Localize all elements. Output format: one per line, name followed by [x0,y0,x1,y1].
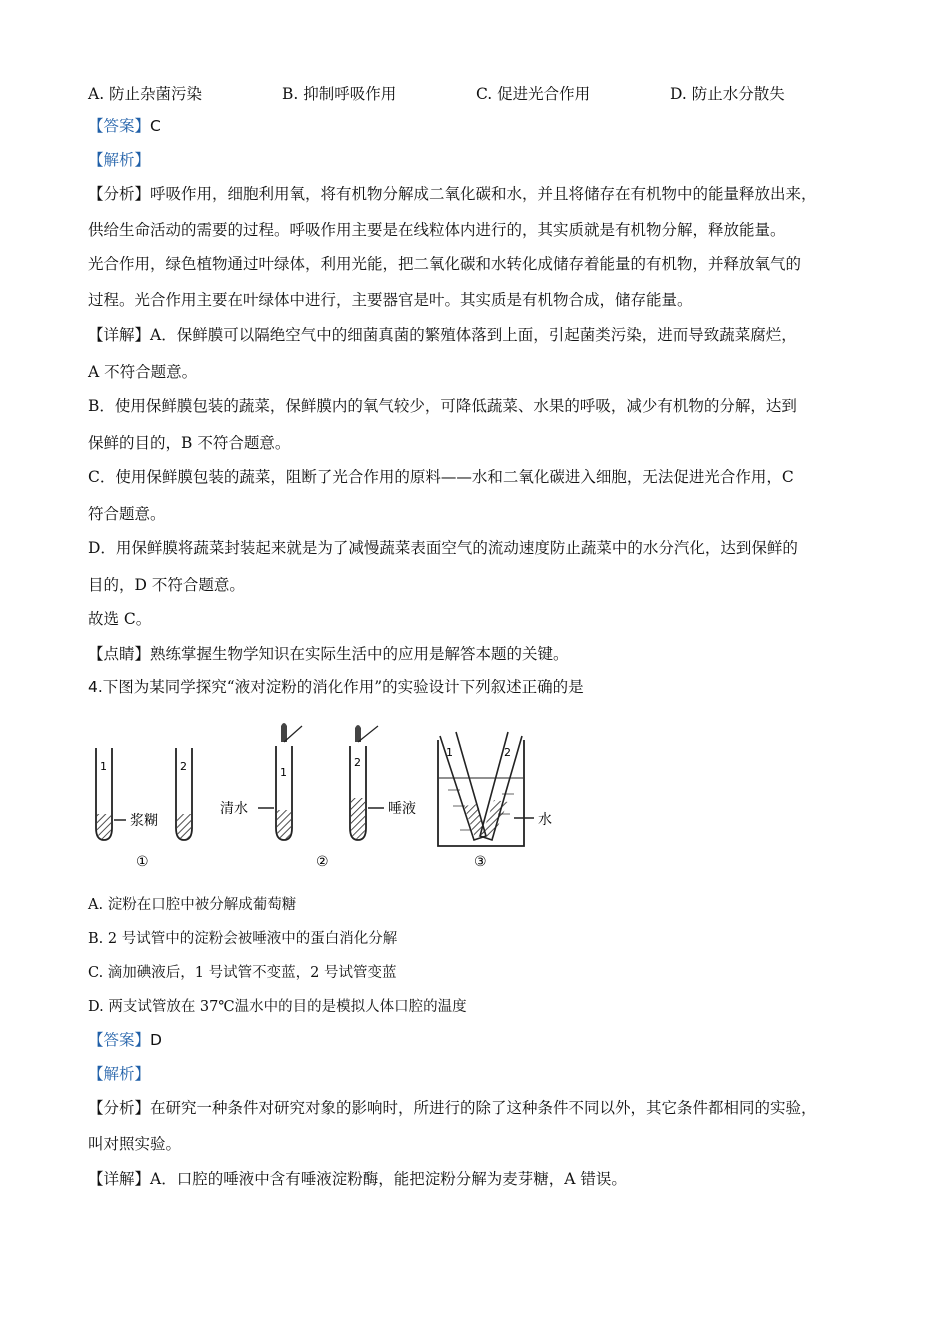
step-2-marker: ② [316,854,329,870]
experiment-figure [88,718,568,878]
detail-tag: 【详解】 [88,326,151,344]
detail-text: A．口腔的唾液中含有唾液淀粉酶，能把淀粉分解为麦芽糖，A 错误。 [150,1170,627,1188]
q3-detail-c-2: 符合题意。 [88,505,166,523]
q3-option-b: B. 抑制呼吸作用 [282,85,397,103]
tube-1-paste [96,748,112,840]
label-bath-water: 水 [538,812,552,828]
q3-detail-b-2: 保鲜的目的，B 不符合题意。 [88,434,291,452]
analysis-tag: 【解析】 [88,1065,151,1083]
question-stem: 下图为某同学探究“液对淀粉的消化作用”的实验设计下列叙述正确的是 [102,678,584,696]
q3-fenxi-line-2: 供给生命活动的需要的过程。呼吸作用主要是在线粒体内进行的，其实质就是有机物分解，释放能量。 [88,221,786,239]
q3-option-d: D. 防止水分散失 [670,85,785,103]
q4-fenxi-line-2: 叫对照实验。 [88,1135,182,1153]
step-3-marker: ③ [474,854,487,870]
q3-fenxi-line-1 [88,184,817,204]
q4-option-b: B. 2 号试管中的淀粉会被唾液中的蛋白消化分解 [88,931,398,947]
answer-value: D [150,1031,162,1049]
answer-value: C [150,117,161,135]
q3-answer-line [88,116,161,136]
q3-detail-b-1: B．使用保鲜膜包装的蔬菜，保鲜膜内的氧气较少，可降低蔬菜、水果的呼吸，减少有机物的分解，达到 [88,397,797,415]
tube-label: 2 [504,746,511,759]
q4-option-a: A. 淀粉在口腔中被分解成葡萄糖 [88,897,297,913]
q3-detail-d-2: 目的，D 不符合题意。 [88,576,245,594]
answer-tag: 【答案】 [88,117,151,135]
q3-option-c: C. 促进光合作用 [476,85,591,103]
analysis-tag: 【解析】 [88,151,151,169]
water-bath-beaker [438,732,524,846]
label-water: 清水 [220,801,248,817]
q3-detail-d-1: D．用保鲜膜将蔬菜封装起来就是为了减慢蔬菜表面空气的流动速度防止蔬菜中的水分汽化，达到保鲜的 [88,539,798,557]
q3-detail-a-1 [88,325,797,345]
question-number: 4. [88,678,103,696]
q4-answer-line [88,1030,162,1050]
q3-option-a: A. 防止杂菌污染 [88,85,203,103]
q4-option-c: C. 滴加碘液后，1 号试管不变蓝，2 号试管变蓝 [88,965,397,981]
q4-detail-a [88,1169,627,1189]
dianjing-tag: 【点睛】 [88,645,151,663]
q3-fenxi-line-3: 光合作用，绿色植物通过叶绿体，利用光能，把二氧化碳和水转化成储存着能量的有机物，并释放氧气的 [88,255,802,273]
q4-stem [88,677,584,697]
tube-2-saliva [350,725,378,840]
detail-text: A．保鲜膜可以隔绝空气中的细菌真菌的繁殖体落到上面，引起菌类污染，进而导致蔬菜腐烂， [150,326,797,344]
q3-fenxi-line-4: 过程。光合作用主要在叶绿体中进行，主要器官是叶。其实质是有机物合成，储存能量。 [88,291,693,309]
dianjing-text: 熟练掌握生物学知识在实际生活中的应用是解答本题的关键。 [150,645,569,663]
tube-label: 1 [446,746,453,759]
q3-dianjing [88,644,569,664]
q3-choose: 故选 C。 [88,610,152,628]
answer-tag: 【答案】 [88,1031,151,1049]
detail-tag: 【详解】 [88,1170,151,1188]
label-paste: 浆糊 [130,813,158,829]
tube-label: 2 [180,760,187,773]
fenxi-tag: 【分析】 [88,1099,151,1117]
q4-fenxi-line-1 [88,1098,817,1118]
tube-2-paste [176,748,192,840]
tube-label: 1 [280,766,287,779]
tube-1-water [276,723,302,840]
tube-label: 2 [354,756,361,769]
q4-option-d: D. 两支试管放在 37℃温水中的目的是模拟人体口腔的温度 [88,999,467,1015]
fenxi-tag: 【分析】 [88,185,151,203]
q3-detail-c-1: C．使用保鲜膜包装的蔬菜，阻断了光合作用的原料——水和二氧化碳进入细胞，无法促进光合作用，C [88,468,794,486]
q3-detail-a-2: A 不符合题意。 [88,363,198,381]
label-saliva: 唾液 [388,801,416,817]
fenxi-text: 呼吸作用，细胞利用氧，将有机物分解成二氧化碳和水，并且将储存在有机物中的能量释放出来， [150,185,817,203]
step-1-marker: ① [136,854,149,870]
fenxi-text: 在研究一种条件对研究对象的影响时，所进行的除了这种条件不同以外，其它条件都相同的实验， [150,1099,817,1117]
tube-label: 1 [100,760,107,773]
